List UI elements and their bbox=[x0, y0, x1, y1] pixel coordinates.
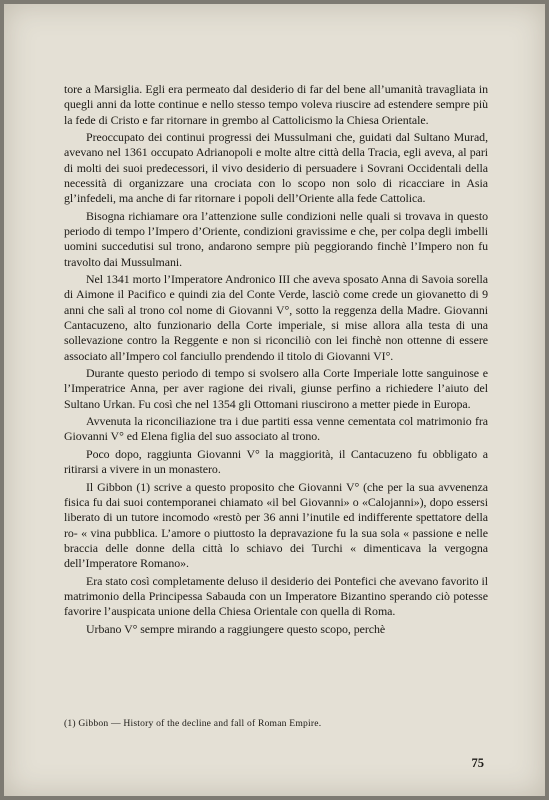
paragraph-8: Il Gibbon (1) scrive a questo proposito che Giovanni V° (che per la sua avvenenza fisica fu dai suoi contemporanei chiamato «il bel Giovanni» o «Calojanni»), dopo essersi liberato di un tutore incomodo «restò per 36 anni l’inutile ed indifferente spettatore della ro- « vina pubblica. L’amore o piuttosto la depravazione fu la sua sola « passione e nelle braccia delle donne della città lo schiavo dei Turchi « dimenticava la vergogna dell’Imperatore Romano». bbox=[64, 479, 488, 571]
paragraph-2: Preoccupato dei continui progressi dei Mussulmani che, guidati dal Sultano Murad, avevano nel 1361 occupato Adrianopoli e molte altre città della Tracia, egli aveva, al pari di molti dei suoi predecessori, il vivo desiderio di persuadere i Sovrani Occidentali della necessità di organizzare una crociata con lo scopo non solo di ricacciare in Asia gl’infedeli, ma anche di far ritornare i popoli dell’Oriente alla fede Cattolica. bbox=[64, 130, 488, 206]
body-text bbox=[64, 82, 488, 639]
paragraph-9: Era stato così completamente deluso il desiderio dei Pontefici che avevano favorito il matrimonio della Principessa Sabauda con un Imperatore Bizantino sperando ciò potesse favorire l’auspicata unione della Chiesa Orientale con quella di Roma. bbox=[64, 573, 488, 619]
paragraph-4: Nel 1341 morto l’Imperatore Andronico III che aveva sposato Anna di Savoia sorella di Aimone il Pacifico e quindi zia del Conte Verde, lasciò come crede un giovanetto di 9 anni che salì al trono col nome di Giovanni V°, sotto la reggenza della Madre. Giovanni Cantacuzeno, alto funzionario della Corte imperiale, si mise allora alla testa di una sollevazione contro la Reggente e non si riconciliò con lei finchè non ottenne di essere associato all’Impero col fanciullo prendendo il titolo di Giovanni VI°. bbox=[64, 272, 488, 363]
paragraph-5: Durante questo periodo di tempo si svolsero alla Corte Imperiale lotte sanguinose e l’Imperatrice Anna, per aver ragione dei rivali, giunse perfino a richiedere l’aiuto del Sultano Urkan. Fu così che nel 1354 gli Ottomani riuscirono a metter piede in Europa. bbox=[64, 366, 488, 411]
paragraph-7: Poco dopo, raggiunta Giovanni V° la maggiorità, il Cantacuzeno fu obbligato a ritirarsi a vivere in un monastero. bbox=[64, 446, 488, 477]
book-page bbox=[4, 4, 545, 796]
paragraph-10: Urbano V° sempre mirando a raggiungere questo scopo, perchè bbox=[86, 621, 386, 636]
page-number: 75 bbox=[471, 756, 484, 770]
paragraph-3: Bisogna richiamare ora l’attenzione sulle condizioni nelle quali si trovava in questo periodo di tempo l’Impero d’Oriente, condizioni gravissime e che, per colpa degli imbelli uomini succedutisi sul trono, andarono sempre più peggiorando finchè l’Impero non fu travolto dai Mussulmani. bbox=[64, 208, 488, 269]
paragraph-1: tore a Marsiglia. Egli era permeato dal desiderio di far del bene all’umanità travagliata in quegli anni da lotte continue e nello stesso tempo voleva riuscire ad estendere sempre più la fede di Cristo e far ritornare in grembo al Cattolicismo la Chiesa Orientale. bbox=[64, 82, 488, 127]
footnote: (1) Gibbon — History of the decline and fall of Roman Empire. bbox=[64, 718, 322, 729]
paragraph-6: Avvenuta la riconciliazione tra i due partiti essa venne cementata col matrimonio fra Giovanni V° ed Elena figlia del suo associato al trono. bbox=[64, 414, 488, 444]
